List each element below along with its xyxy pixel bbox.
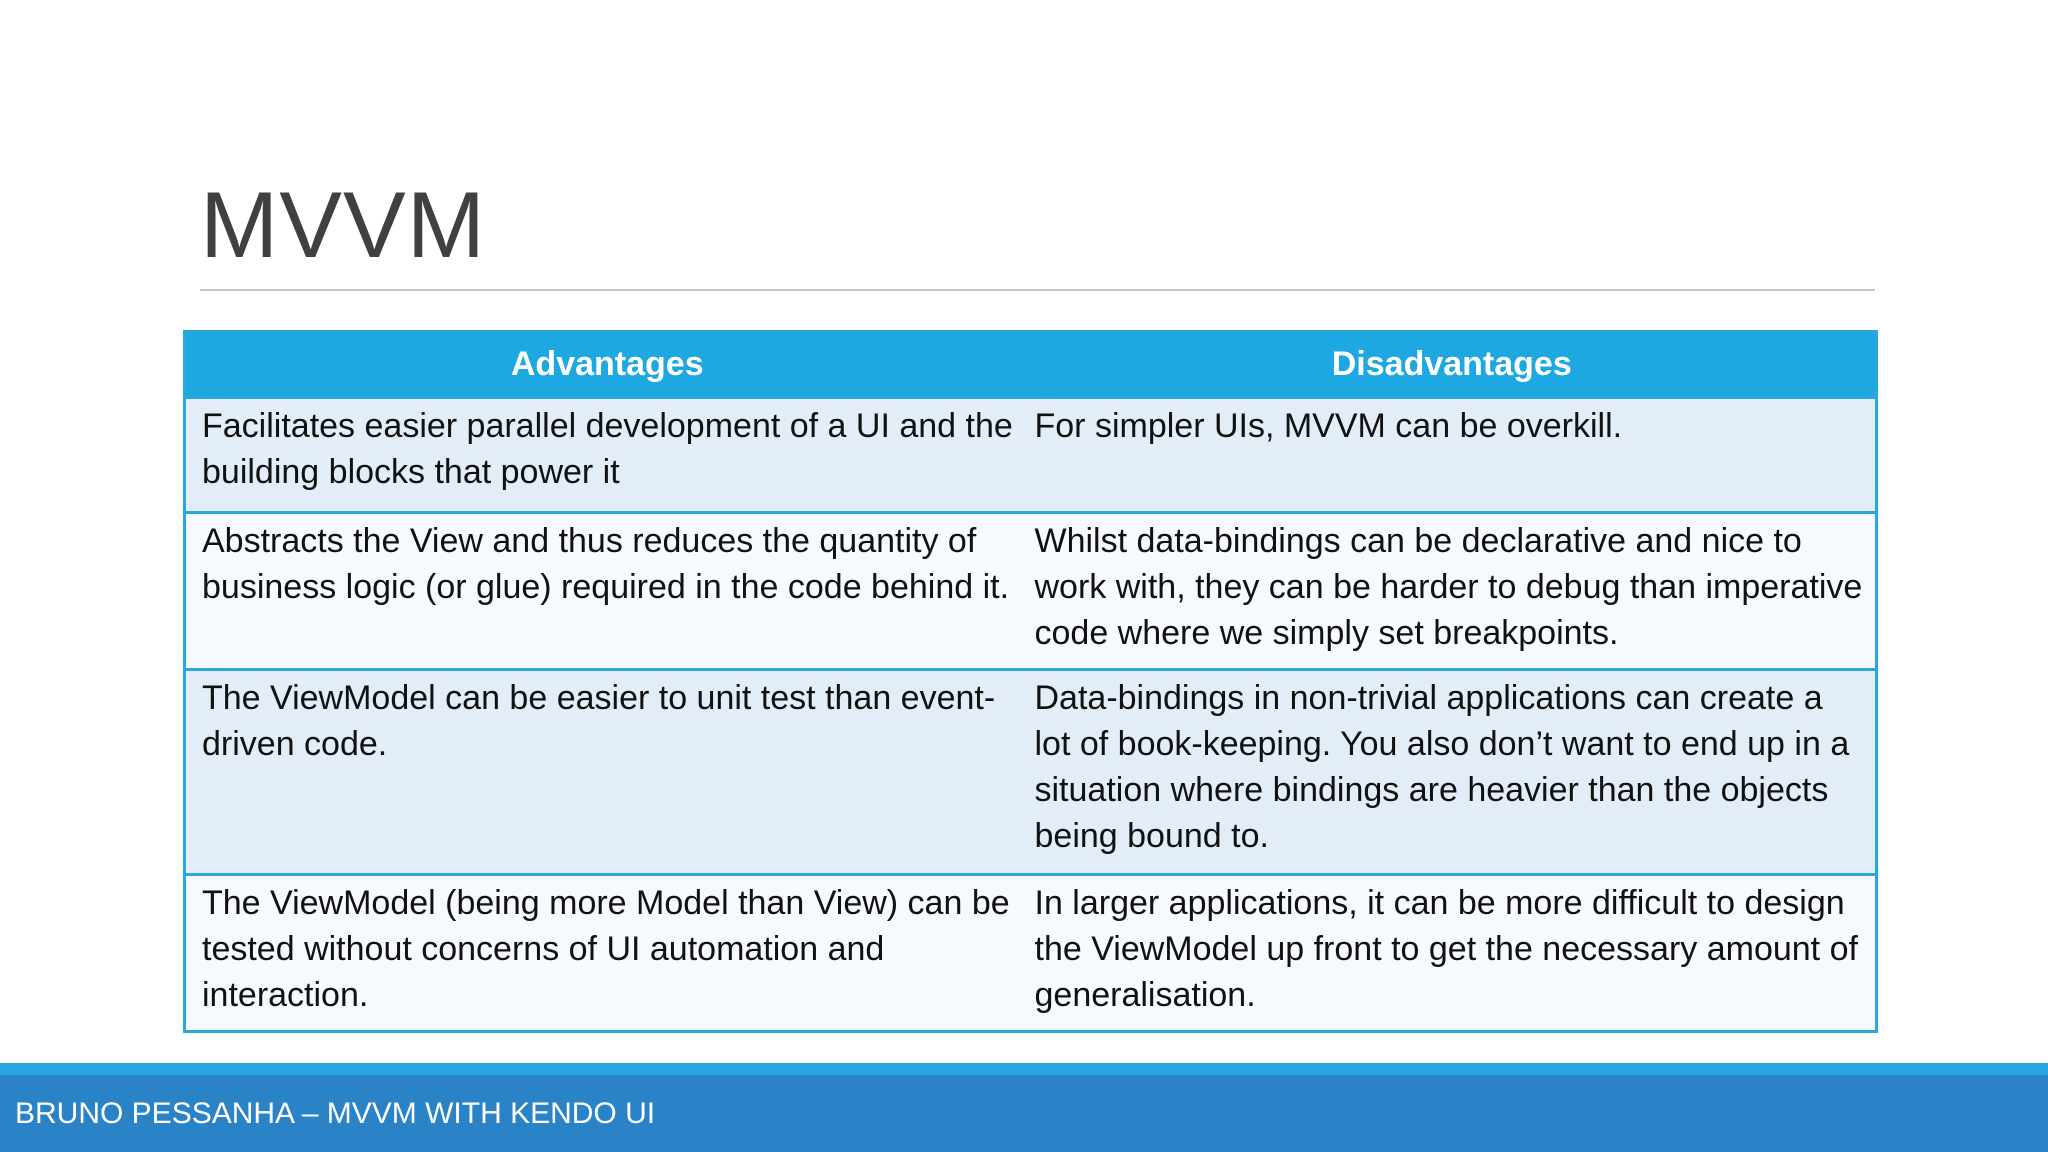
table-row: [185, 670, 1877, 875]
comparison-table-container: [183, 330, 1875, 1033]
table-row: [185, 875, 1877, 1032]
disadvantage-cell: Data-bindings in non-trivial applications can create a lot of book-keeping. You also don’t want to end up in a situation where bindings are heavier than the objects being bound to.: [1029, 670, 1877, 875]
footer-text: BRUNO PESSANHA – MVVM WITH KENDO UI: [15, 1097, 656, 1130]
header-disadvantages: Disadvantages: [1029, 332, 1877, 398]
table-row: [185, 398, 1877, 513]
disadvantage-cell: Whilst data-bindings can be declarative and nice to work with, they can be harder to debug than imperative code where we simply set breakpoints.: [1029, 513, 1877, 670]
comparison-table: [183, 330, 1878, 1033]
disadvantage-cell: In larger applications, it can be more difficult to design the ViewModel up front to get the necessary amount of generalisation.: [1029, 875, 1877, 1032]
title-divider: [200, 289, 1875, 291]
advantage-cell: Facilitates easier parallel development of a UI and the building blocks that power it: [185, 398, 1029, 513]
disadvantage-cell: For simpler UIs, MVVM can be overkill.: [1029, 398, 1877, 513]
advantage-cell: The ViewModel (being more Model than View) can be tested without concerns of UI automation and interaction.: [185, 875, 1029, 1032]
table-row: [185, 513, 1877, 670]
footer-accent-strip: [0, 1063, 2048, 1075]
slide-title: MVVM: [200, 172, 486, 277]
table-header-row: [185, 332, 1877, 398]
header-advantages: Advantages: [185, 332, 1029, 398]
advantage-cell: The ViewModel can be easier to unit test than event-driven code.: [185, 670, 1029, 875]
advantage-cell: Abstracts the View and thus reduces the quantity of business logic (or glue) required in the code behind it.: [185, 513, 1029, 670]
